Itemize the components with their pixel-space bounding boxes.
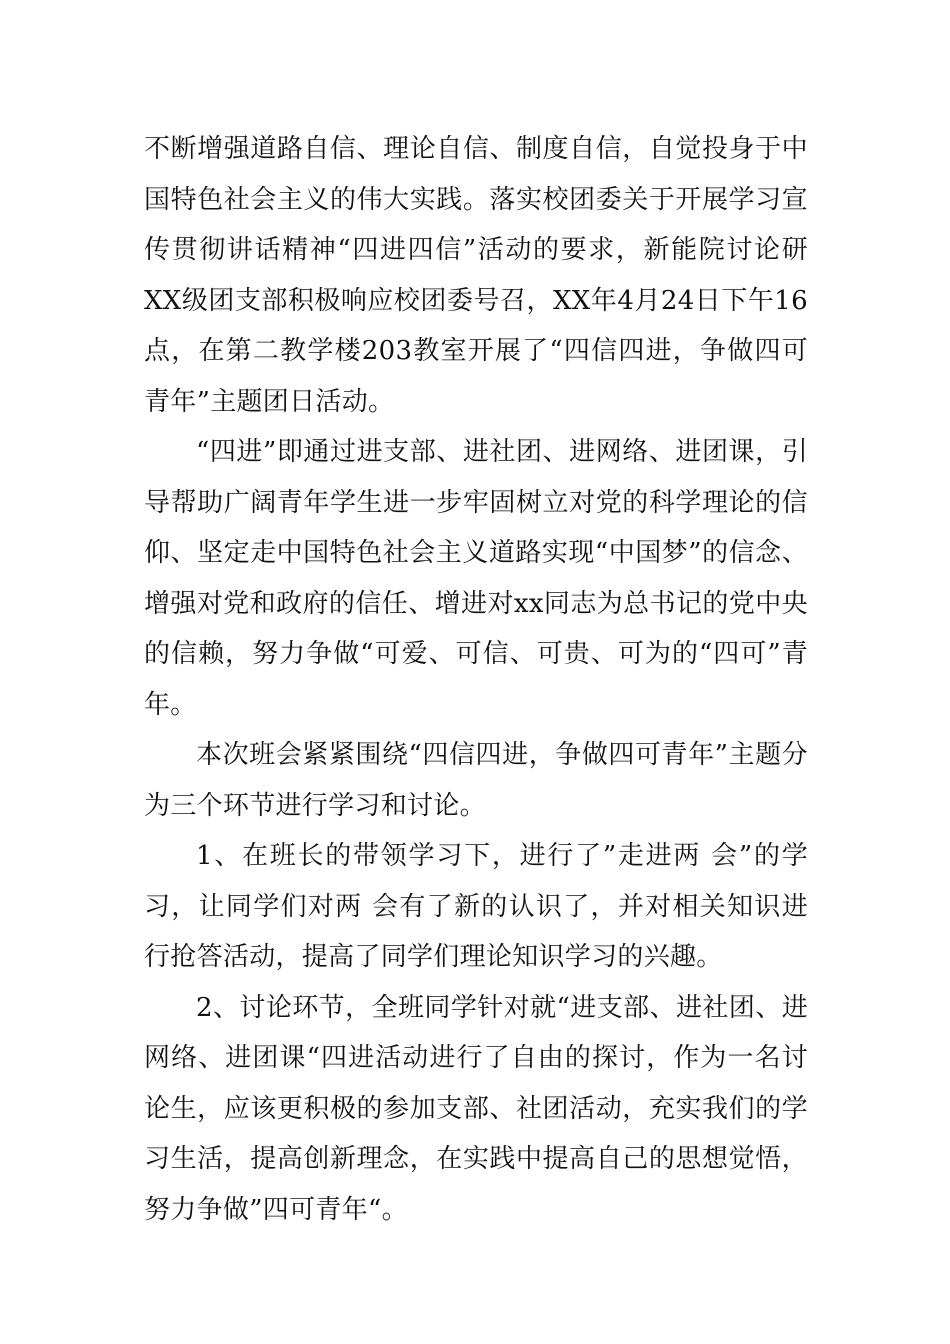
paragraph-item-2: 2、讨论环节，全班同学针对就“进支部、进社团、进网络、进团课“四进活动进行了自由的探讨，作为一名讨论生，应该更积极的参加支部、社团活动，充实我们的学习生活，提高创新理念，在实践中提高自己的思想觉悟，努力争做”四可青年“。 [144,992,808,1225]
paragraph-four-advances: “四进”即通过进支部、进社团、进网络、进团课，引导帮助广阔青年学生进一步牢固树立对党的科学理论的信仰、坚定走中国特色社会主义道路实现“中国梦”的信念、增强对党和政府的信任、增进对xx同志为总书记的党中央的信赖，努力争做“可爱、可信、可贵、可为的“四可”青年。 [144,437,808,720]
paragraph-continuation: 不断增强道路自信、理论自信、制度自信，自觉投身于中国特色社会主义的伟大实践。落实校团委关于开展学习宣传贯彻讲话精神“四进四信”活动的要求，新能院讨论研XX级团支部积极响应校团委号召，XX年4月24日下午16点，在第二教学楼203教室开展了“四信四进，争做四可青年”主题团日活动。 [144,134,808,417]
document-body [144,124,808,1235]
paragraph-item-1: 1、在班长的带领学习下，进行了”走进两 会”的学习，让同学们对两 会有了新的认识了，并对相关知识进行抢答活动，提高了同学们理论知识学习的兴趣。 [144,841,808,972]
paragraph-meeting-overview: 本次班会紧紧围绕“四信四进，争做四可青年”主题分为三个环节进行学习和讨论。 [144,740,808,821]
